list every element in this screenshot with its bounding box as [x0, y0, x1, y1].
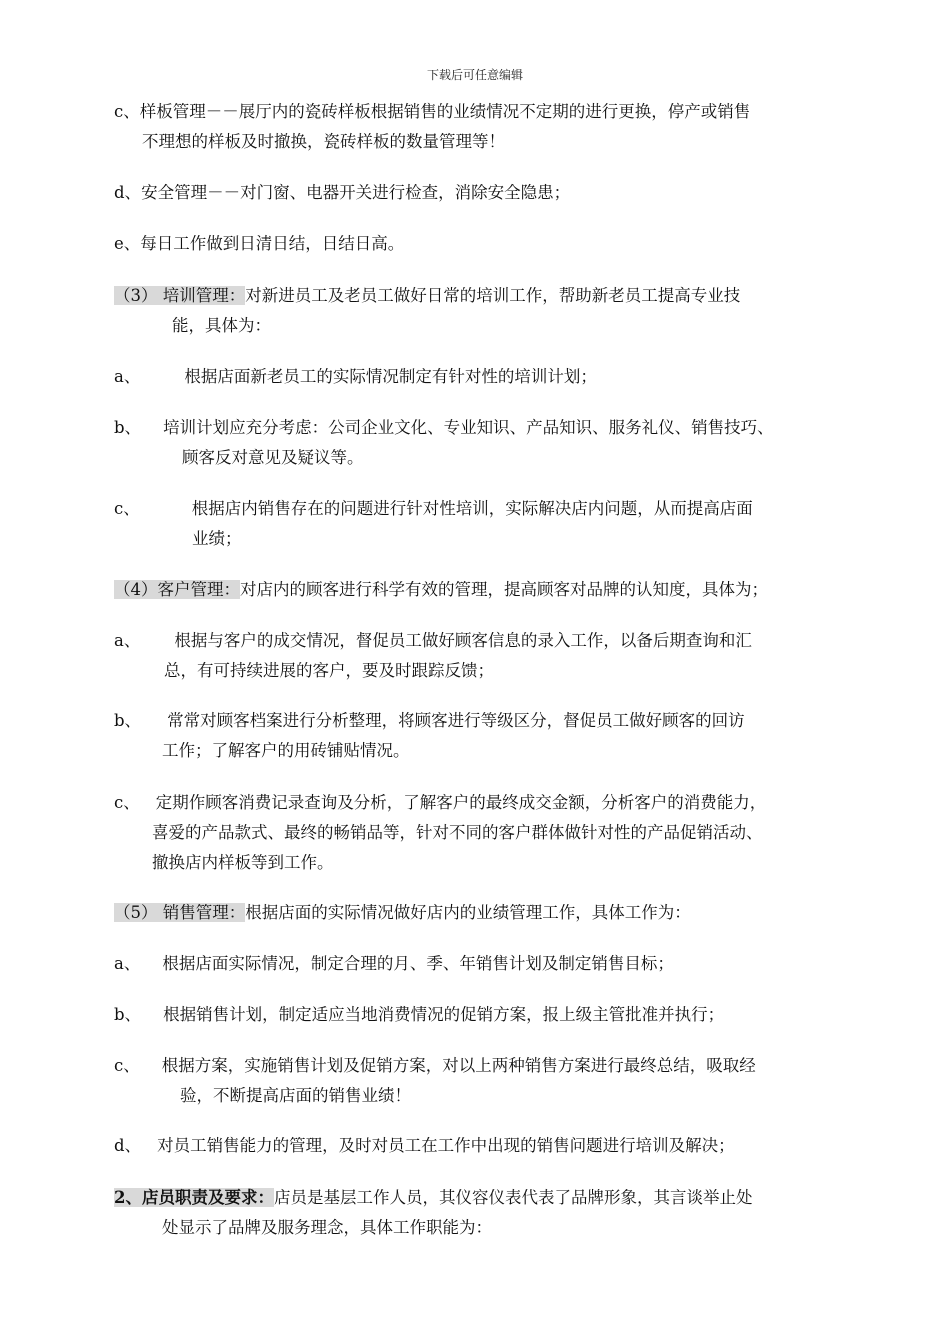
paragraph-text: 工作；了解客户的用砖铺贴情况。: [162, 741, 410, 760]
item-label: b、: [114, 711, 142, 730]
paragraph-text: 店员是基层工作人员，其仪容仪表代表了品牌形象，其言谈举止处: [273, 1188, 753, 1207]
paragraph-text: 样板管理－－展厅内的瓷砖样板根据销售的业绩情况不定期的进行更换，停产或销售: [139, 102, 751, 121]
paragraph-sample-management: [114, 97, 874, 157]
list-item: [114, 788, 874, 878]
paragraph-text: 根据与客户的成交情况，督促员工做好顾客信息的录入工作，以备后期查询和汇: [174, 631, 752, 650]
paragraph-text: 每日工作做到日清日结，日结日高。: [140, 234, 405, 253]
paragraph-text: 业绩；: [192, 529, 242, 548]
section-clerk-duties: [114, 1183, 874, 1243]
paragraph-text: 不理想的样板及时撤换，瓷砖样板的数量管理等！: [142, 132, 505, 151]
section-heading: （4）客户管理：: [114, 580, 240, 599]
page-header: 下载后可任意编辑: [426, 68, 523, 82]
paragraph-text: 常常对顾客档案进行分析整理，将顾客进行等级区分，督促员工做好顾客的回访: [167, 711, 745, 730]
list-item: [114, 494, 874, 554]
paragraph-text: 总，有可持续进展的客户，要及时跟踪反馈；: [164, 661, 494, 680]
item-label: a、: [114, 631, 141, 650]
section-heading: （5） 销售管理：: [114, 903, 246, 922]
paragraph-text: 处显示了品牌及服务理念，具体工作职能为：: [162, 1218, 492, 1237]
paragraph-text: 验，不断提高店面的销售业绩！: [180, 1086, 411, 1105]
section-heading: （3） 培训管理：: [114, 286, 246, 305]
paragraph-text: 喜爱的产品款式、最终的畅销品等，针对不同的客户群体做针对性的产品促销活动、: [152, 823, 763, 842]
list-item: [114, 626, 874, 686]
item-label: d、: [114, 183, 142, 202]
section-training-management: [114, 281, 874, 341]
paragraph-text: 能，具体为：: [172, 316, 271, 335]
paragraph-text: 根据方案，实施销售计划及促销方案，对以上两种销售方案进行最终总结，吸取经: [161, 1056, 756, 1075]
item-label: a、: [114, 954, 141, 973]
paragraph-safety-management: [114, 178, 874, 208]
list-item: [114, 706, 874, 766]
section-sales-management: [114, 898, 874, 928]
item-label: b、: [114, 1005, 142, 1024]
list-item: [114, 1051, 874, 1111]
list-item: [114, 413, 874, 473]
paragraph-text: 培训计划应充分考虑：公司企业文化、专业知识、产品知识、服务礼仪、销售技巧、: [163, 418, 774, 437]
item-label: c、: [114, 793, 140, 812]
section-heading: 2、店员职责及要求：: [114, 1188, 274, 1207]
paragraph-daily-work: [114, 229, 874, 259]
item-label: e、: [114, 234, 141, 253]
paragraph-text: 安全管理－－对门窗、电器开关进行检查，消除安全隐患；: [141, 183, 571, 202]
paragraph-text: 对新进员工及老员工做好日常的培训工作，帮助新老员工提高专业技: [245, 286, 741, 305]
item-label: c、: [114, 102, 140, 121]
list-item: [114, 1000, 874, 1030]
paragraph-text: 根据销售计划，制定适应当地消费情况的促销方案，报上级主管批准并执行；: [163, 1005, 725, 1024]
list-item: [114, 949, 874, 979]
item-label: d、: [114, 1136, 142, 1155]
paragraph-text: 撤换店内样板等到工作。: [152, 853, 334, 872]
paragraph-text: 根据店内销售存在的问题进行针对性培训，实际解决店内问题，从而提高店面: [191, 499, 753, 518]
paragraph-text: 对店内的顾客进行科学有效的管理，提高顾客对品牌的认知度，具体为；: [240, 580, 768, 599]
paragraph-text: 根据店面新老员工的实际情况制定有针对性的培训计划；: [184, 367, 597, 386]
paragraph-text: 定期作顾客消费记录查询及分析，了解客户的最终成交金额，分析客户的消费能力，: [155, 793, 767, 812]
item-label: a、: [114, 367, 141, 386]
paragraph-text: 根据店面实际情况，制定合理的月、季、年销售计划及制定销售目标；: [162, 954, 674, 973]
item-label: c、: [114, 499, 140, 518]
list-item: [114, 362, 874, 392]
list-item: [114, 1131, 874, 1161]
item-label: b、: [114, 418, 142, 437]
paragraph-text: 顾客反对意见及疑议等。: [182, 448, 364, 467]
item-label: c、: [114, 1056, 140, 1075]
paragraph-text: 对员工销售能力的管理，及时对员工在工作中出现的销售问题进行培训及解决；: [157, 1136, 735, 1155]
section-customer-management: [114, 575, 874, 605]
paragraph-text: 根据店面的实际情况做好店内的业绩管理工作，具体工作为：: [245, 903, 691, 922]
